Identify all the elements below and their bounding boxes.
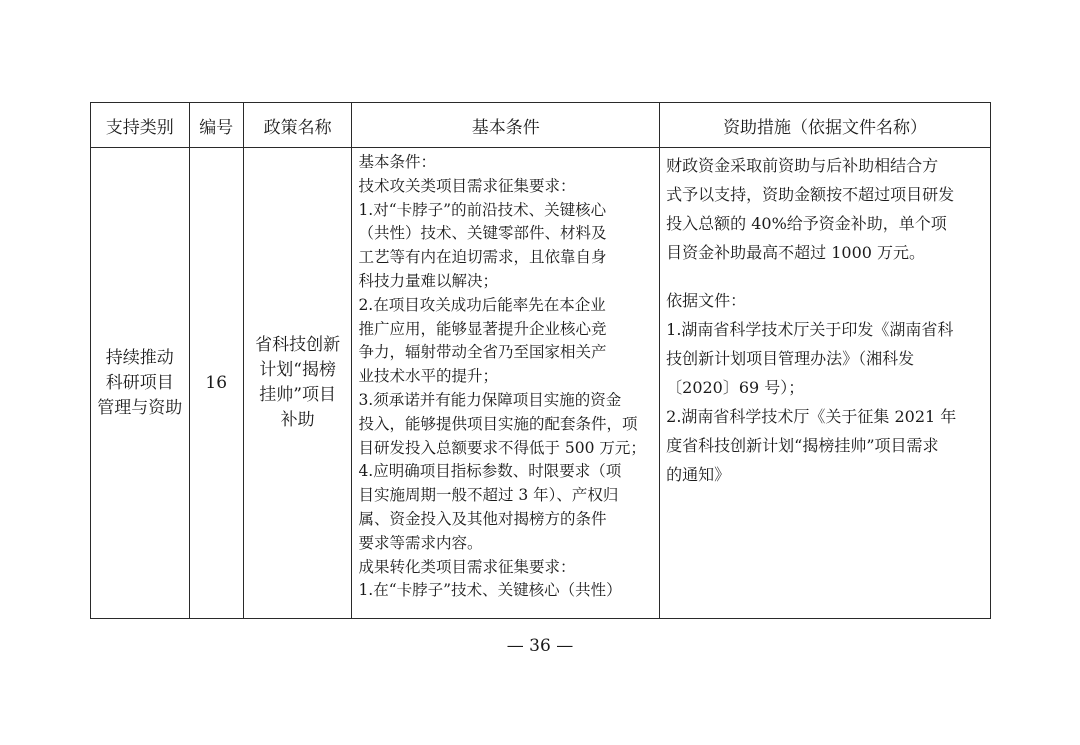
category-line: 科研项目: [105, 372, 174, 393]
condition-line: 工艺等有内在迫切需求，且依靠自身: [358, 248, 607, 267]
policy-number: 16: [205, 372, 228, 393]
condition-line: 1.对“卡脖子”的前沿技术、关键核心: [358, 200, 607, 219]
paragraph-gap: [666, 267, 990, 286]
cell-conditions: [352, 148, 660, 619]
condition-line: 成果转化类项目需求征集要求：: [358, 557, 576, 576]
condition-line: 属、资金投入及其他对揭榜方的条件: [358, 509, 607, 528]
cell-policy-name: [243, 148, 352, 619]
category-line: 管理与资助: [97, 397, 183, 418]
basis-line: 2.湖南省科学技术厅《关于征集 2021 年: [666, 407, 957, 426]
condition-line: 技术攻关类项目需求征集要求：: [358, 176, 576, 195]
condition-line: 4.应明确项目指标参数、时限要求（项: [358, 462, 622, 481]
header-number: 编号: [189, 103, 243, 148]
header-conditions: 基本条件: [352, 103, 660, 148]
basis-line: 技创新计划项目管理办法》（湘科发: [666, 349, 915, 368]
basis-line: 度省科技创新计划“揭榜挂帅”项目需求: [666, 436, 939, 455]
policy-name-line: 省科技创新: [255, 335, 341, 355]
condition-line: 争力，辐射带动全省乃至国家相关产: [358, 343, 607, 362]
basis-line: 依据文件：: [666, 291, 747, 310]
policy-name-line: 计划“揭榜: [259, 360, 336, 380]
funding-line: 式予以支持，资助金额按不超过项目研发: [666, 185, 955, 204]
cell-funding-measures: [660, 148, 991, 619]
policy-table: [90, 102, 991, 619]
condition-line: 目研发投入总额要求不得低于 500 万元；: [358, 438, 646, 457]
funding-line: 财政资金采取前资助与后补助相结合方: [666, 156, 939, 175]
condition-line: 2.在项目攻关成功后能率先在本企业: [358, 295, 606, 314]
header-funding-measures: 资助措施（依据文件名称）: [660, 103, 991, 148]
condition-line: 目实施周期一般不超过 3 年）、产权归: [358, 486, 619, 505]
policy-name-line: 挂帅”项目: [259, 385, 336, 405]
condition-line: 投入，能够提供项目实施的配套条件，项: [358, 414, 638, 433]
basis-line: 〔2020〕69 号）；: [666, 378, 805, 397]
cell-category: [91, 148, 190, 619]
condition-line: 1.在“卡脖子”技术、关键核心（共性）: [358, 581, 622, 600]
funding-line: 投入总额的 40%给予资金补助，单个项: [666, 214, 947, 233]
basis-line: 的通知》: [666, 465, 731, 484]
category-line: 持续推动: [105, 347, 174, 368]
table-row: [91, 148, 991, 619]
condition-line: 推广应用，能够显著提升企业核心竞: [358, 319, 607, 338]
table-header-row: [91, 103, 991, 148]
cell-number: [189, 148, 243, 619]
page-number: — 36 —: [506, 636, 574, 656]
condition-line: 科技力量难以解决；: [358, 271, 498, 290]
condition-line: 3.须承诺并有能力保障项目实施的资金: [358, 390, 622, 409]
condition-line: 业技术水平的提升；: [358, 367, 498, 386]
funding-line: 目资金补助最高不超过 1000 万元。: [666, 243, 926, 262]
policy-name-line: 补助: [280, 410, 315, 430]
condition-line: 基本条件：: [358, 153, 436, 171]
condition-line: （共性）技术、关键零部件、材料及: [358, 224, 607, 243]
header-policy-name: 政策名称: [243, 103, 352, 148]
header-category: 支持类别: [91, 103, 190, 148]
basis-line: 1.湖南省科学技术厅关于印发《湖南省科: [666, 320, 954, 339]
condition-line: 要求等需求内容。: [358, 533, 483, 552]
